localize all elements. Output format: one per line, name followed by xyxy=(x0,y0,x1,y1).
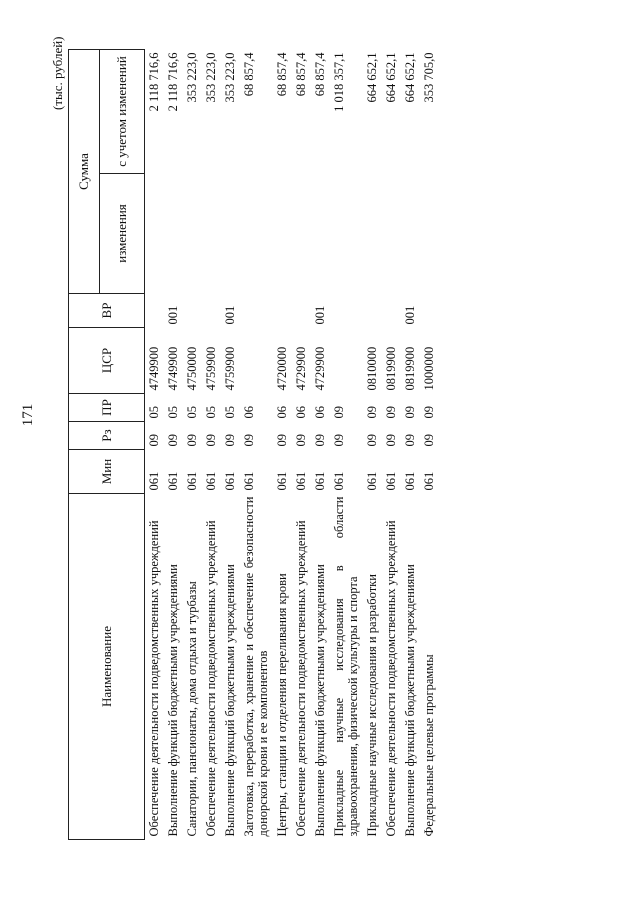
row-csr: 4750000 xyxy=(185,346,199,391)
row-csr xyxy=(240,328,273,394)
row-vr: 001 xyxy=(223,305,237,325)
row-min: 061 xyxy=(204,471,218,491)
table-row xyxy=(145,50,165,840)
row-min: 061 xyxy=(223,471,237,491)
row-changes xyxy=(311,174,330,294)
header-min: Мин xyxy=(69,450,145,494)
row-min: 061 xyxy=(294,471,308,491)
row-min: 061 xyxy=(313,471,327,491)
table-row xyxy=(164,50,183,840)
row-min: 061 xyxy=(166,471,180,491)
row-min: 061 xyxy=(275,471,289,491)
row-min: 061 xyxy=(422,471,436,491)
header-csr: ЦСР xyxy=(69,328,145,394)
row-total: 664 652,1 xyxy=(384,52,398,103)
row-vr: 001 xyxy=(313,305,327,325)
row-rz: 09 xyxy=(275,434,289,447)
table-row xyxy=(401,50,420,840)
row-min: 061 xyxy=(185,471,199,491)
row-csr: 4729900 xyxy=(313,346,327,391)
table-row xyxy=(420,50,439,840)
row-rz: 09 xyxy=(223,434,237,447)
row-name: Выполнение функций бюджетными учреждениями xyxy=(223,564,237,837)
row-csr: 1000000 xyxy=(422,346,436,391)
row-min: 061 xyxy=(332,471,346,491)
row-vr xyxy=(382,294,401,328)
table-row xyxy=(273,50,292,840)
row-total: 2 118 716,6 xyxy=(147,52,161,112)
table-row xyxy=(363,50,382,840)
row-total: 68 857,4 xyxy=(294,52,308,97)
row-name: Прикладные научные исследования и разработки xyxy=(365,574,379,837)
row-name: Обеспечение деятельности подведомственных учреждений xyxy=(384,520,398,837)
row-csr: 0819900 xyxy=(384,346,398,391)
row-vr xyxy=(145,294,165,328)
row-rz: 09 xyxy=(147,434,161,447)
row-rz: 09 xyxy=(422,434,436,447)
header-changes: изменения xyxy=(100,174,145,294)
row-name: Обеспечение деятельности подведомственных учреждений xyxy=(204,520,218,837)
row-total: 664 652,1 xyxy=(403,52,417,103)
page-number: 171 xyxy=(20,403,36,427)
row-pr: 09 xyxy=(422,406,436,419)
row-vr xyxy=(183,294,202,328)
row-vr xyxy=(292,294,311,328)
header-pr: ПР xyxy=(69,394,145,422)
row-vr xyxy=(240,294,273,328)
row-pr: 05 xyxy=(166,406,180,419)
row-vr xyxy=(420,294,439,328)
row-csr: 0810000 xyxy=(365,346,379,391)
row-csr: 0819900 xyxy=(403,346,417,391)
row-name: Федеральные целевые программы xyxy=(422,654,436,837)
table-row xyxy=(240,50,273,840)
header-name: Наименование xyxy=(69,494,145,840)
row-name: Выполнение функций бюджетными учреждениями xyxy=(403,564,417,837)
row-csr: 4759900 xyxy=(223,346,237,391)
row-name: Санатории, пансионаты, дома отдыха и турбазы xyxy=(185,581,199,837)
row-vr: 001 xyxy=(166,305,180,325)
row-rz: 09 xyxy=(185,434,199,447)
row-name: Обеспечение деятельности подведомственных учреждений xyxy=(147,520,161,837)
row-total: 664 652,1 xyxy=(365,52,379,103)
table-body xyxy=(145,50,440,840)
header-vr: ВР xyxy=(69,294,145,328)
row-changes xyxy=(382,174,401,294)
budget-table xyxy=(68,49,439,840)
row-name: Центры, станции и отделения переливания крови xyxy=(275,573,289,837)
row-pr: 05 xyxy=(204,406,218,419)
row-changes xyxy=(164,174,183,294)
row-vr xyxy=(363,294,382,328)
row-name: Заготовка, переработка, хранение и обеспечение безопасности донорской крови и ее компонентов xyxy=(242,496,270,837)
header-sum: Сумма xyxy=(69,50,100,294)
row-min: 061 xyxy=(242,471,256,491)
row-vr: 001 xyxy=(403,305,417,325)
row-csr xyxy=(330,328,363,394)
row-csr: 4729900 xyxy=(294,346,308,391)
table-row xyxy=(382,50,401,840)
row-total: 2 118 716,6 xyxy=(166,52,180,112)
row-total: 68 857,4 xyxy=(275,52,289,97)
row-pr: 05 xyxy=(185,406,199,419)
row-changes xyxy=(273,174,292,294)
row-total: 68 857,4 xyxy=(242,52,256,97)
row-pr: 05 xyxy=(223,406,237,419)
row-rz: 09 xyxy=(242,434,256,447)
row-csr: 4759900 xyxy=(204,346,218,391)
row-changes xyxy=(145,174,165,294)
row-rz: 09 xyxy=(204,434,218,447)
row-rz: 09 xyxy=(166,434,180,447)
row-total: 353 705,0 xyxy=(422,52,436,103)
table-row xyxy=(292,50,311,840)
row-pr: 09 xyxy=(332,406,346,419)
row-name: Выполнение функций бюджетными учреждениями xyxy=(313,564,327,837)
row-csr: 4749900 xyxy=(147,346,161,391)
row-name: Прикладные научные исследования в области здравоохранения, физической культуры и спорта xyxy=(332,496,360,837)
row-changes xyxy=(183,174,202,294)
row-total: 353 223,0 xyxy=(204,52,218,103)
row-min: 061 xyxy=(365,471,379,491)
table-row xyxy=(311,50,330,840)
row-pr: 06 xyxy=(275,406,289,419)
row-pr: 06 xyxy=(313,406,327,419)
row-changes xyxy=(363,174,382,294)
row-name: Обеспечение деятельности подведомственных учреждений xyxy=(294,520,308,837)
row-changes xyxy=(202,174,221,294)
row-changes xyxy=(401,174,420,294)
row-rz: 09 xyxy=(294,434,308,447)
table-row xyxy=(183,50,202,840)
row-rz: 09 xyxy=(403,434,417,447)
row-pr: 09 xyxy=(365,406,379,419)
row-csr: 4749900 xyxy=(166,346,180,391)
table-row xyxy=(202,50,221,840)
row-pr: 06 xyxy=(294,406,308,419)
row-min: 061 xyxy=(384,471,398,491)
row-rz: 09 xyxy=(332,434,346,447)
row-changes xyxy=(221,174,240,294)
row-name: Выполнение функций бюджетными учреждениями xyxy=(166,564,180,837)
row-rz: 09 xyxy=(313,434,327,447)
row-rz: 09 xyxy=(365,434,379,447)
row-vr xyxy=(273,294,292,328)
row-csr: 4720000 xyxy=(275,346,289,391)
row-min: 061 xyxy=(147,471,161,491)
table-row xyxy=(221,50,240,840)
row-total: 353 223,0 xyxy=(223,52,237,103)
row-pr: 09 xyxy=(403,406,417,419)
row-vr xyxy=(202,294,221,328)
row-min: 061 xyxy=(403,471,417,491)
row-changes xyxy=(330,174,363,294)
row-pr: 09 xyxy=(384,406,398,419)
row-pr: 05 xyxy=(147,406,161,419)
row-vr xyxy=(330,294,363,328)
header-rz: Рз xyxy=(69,422,145,450)
units-label: (тыс. рублей) xyxy=(50,36,65,110)
row-pr: 06 xyxy=(242,406,256,419)
row-total: 68 857,4 xyxy=(313,52,327,97)
row-rz: 09 xyxy=(384,434,398,447)
row-changes xyxy=(420,174,439,294)
row-total: 353 223,0 xyxy=(185,52,199,103)
row-total: 1 018 357,1 xyxy=(332,52,346,112)
row-changes xyxy=(240,174,273,294)
row-changes xyxy=(292,174,311,294)
header-with-changes: с учетом изменений xyxy=(100,50,145,174)
table-row xyxy=(330,50,363,840)
